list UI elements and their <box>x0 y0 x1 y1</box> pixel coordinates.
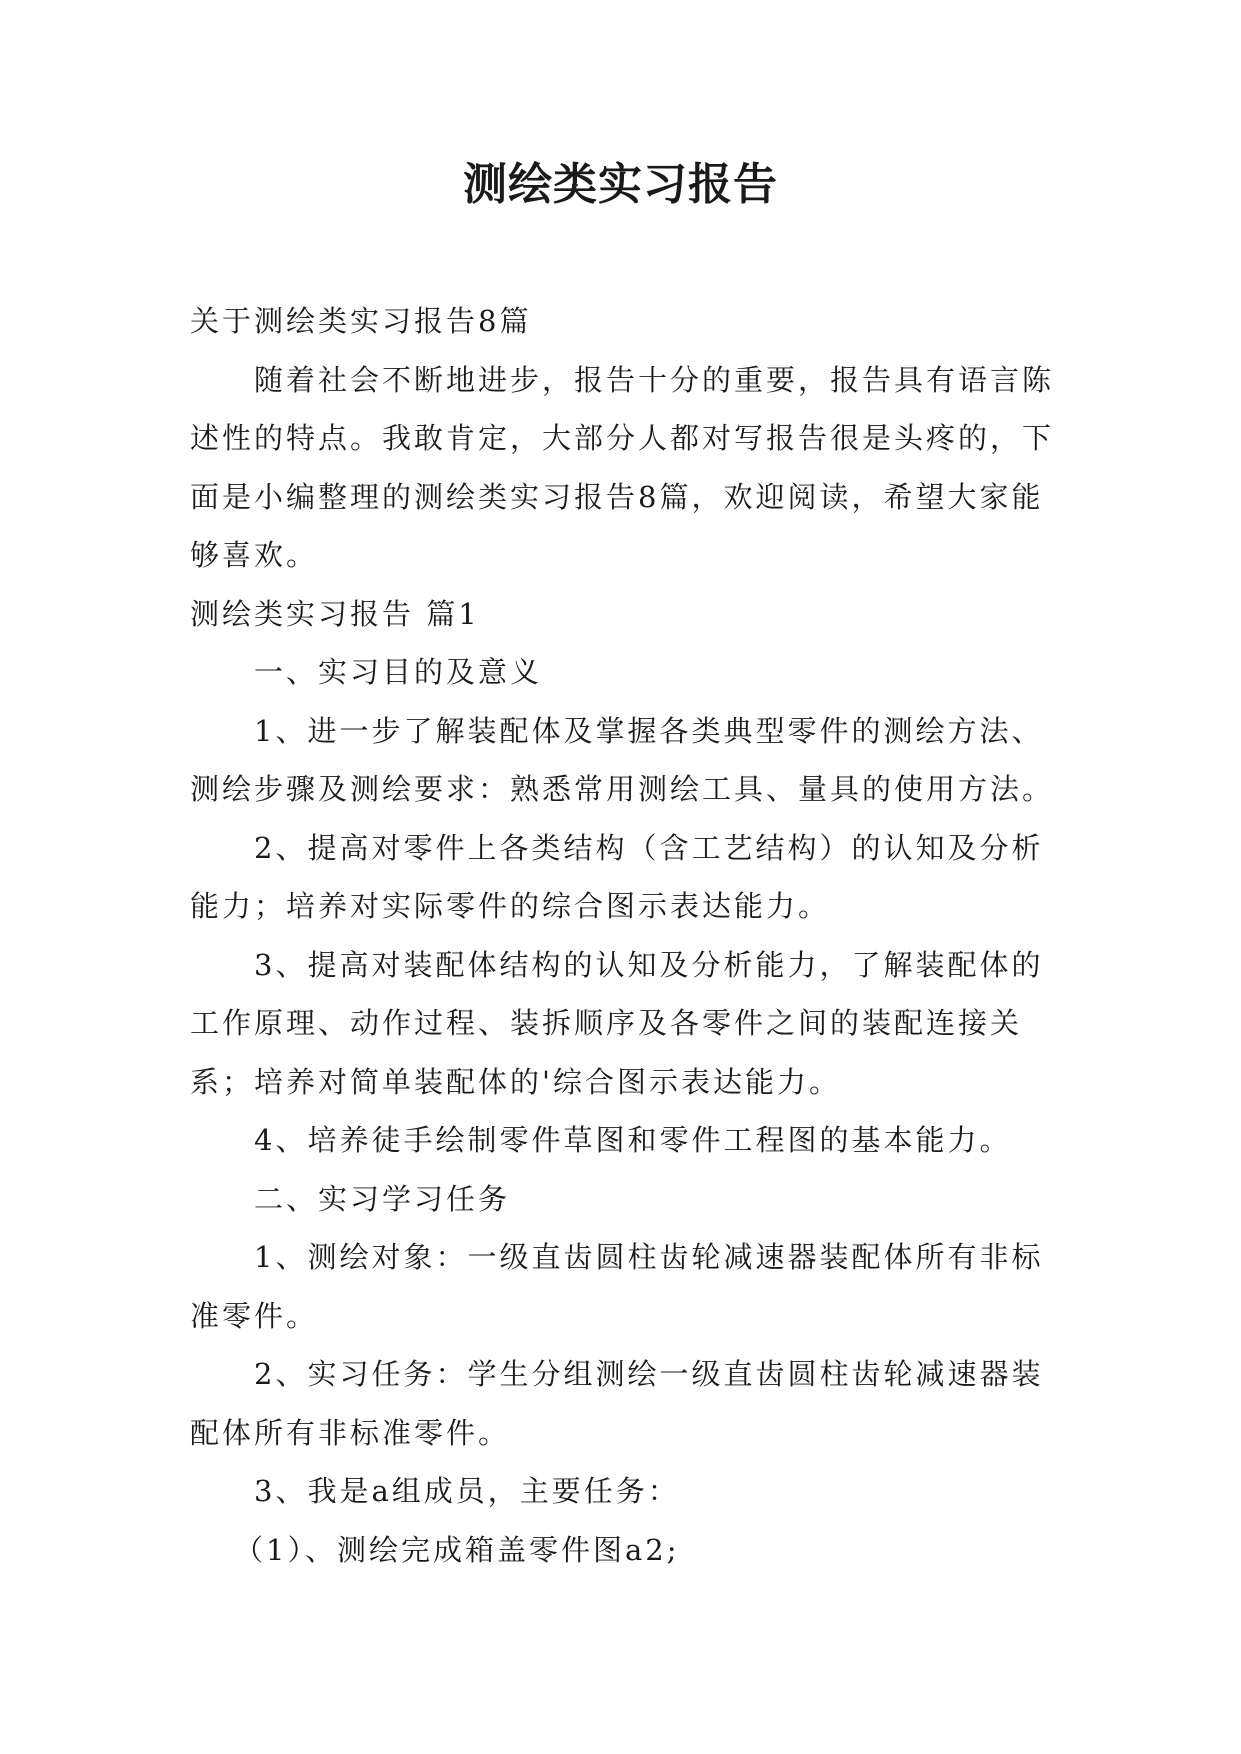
paragraph-purpose-4: 4、培养徒手绘制零件草图和零件工程图的基本能力。 <box>254 1123 1012 1157</box>
paragraph-task-1: 1、测绘对象：一级直齿圆柱齿轮减速器装配体所有非标准零件。 <box>190 1240 1044 1333</box>
paragraph-task-3-item-1: （1）、测绘完成箱盖零件图a2; <box>234 1532 680 1567</box>
paragraph-subtitle: 关于测绘类实习报告8篇 <box>190 304 532 338</box>
paragraph-heading-purpose: 一、实习目的及意义 <box>254 655 543 689</box>
document-body <box>190 292 1060 1579</box>
paragraph-purpose-1: 1、进一步了解装配体及掌握各类典型零件的测绘方法、测绘步骤及测绘要求：熟悉常用测绘工具、量具的使用方法。 <box>190 713 1055 806</box>
paragraph-heading-tasks: 二、实习学习任务 <box>254 1181 511 1216</box>
paragraph-intro: 随着社会不断地进步，报告十分的重要，报告具有语言陈述性的特点。我敢肯定，大部分人都对写报告很是头疼的，下面是小编整理的测绘类实习报告8篇，欢迎阅读，希望大家能够喜欢。 <box>190 362 1055 572</box>
paragraph-purpose-2: 2、提高对零件上各类结构（含工艺结构）的认知及分析能力；培养对实际零件的综合图示表达能力。 <box>190 830 1044 923</box>
paragraph-task-3: 3、我是a组成员，主要任务： <box>254 1474 680 1508</box>
paragraph-task-2: 2、实习任务：学生分组测绘一级直齿圆柱齿轮减速器装配体所有非标准零件。 <box>190 1357 1044 1450</box>
paragraph-purpose-3: 3、提高对装配体结构的认知及分析能力，了解装配体的工作原理、动作过程、装拆顺序及各零件之间的装配连接关系；培养对简单装配体的'综合图示表达能力。 <box>190 947 1044 1099</box>
paragraph-section-heading: 测绘类实习报告 篇1 <box>190 596 480 631</box>
document-title: 测绘类实习报告 <box>463 159 778 210</box>
